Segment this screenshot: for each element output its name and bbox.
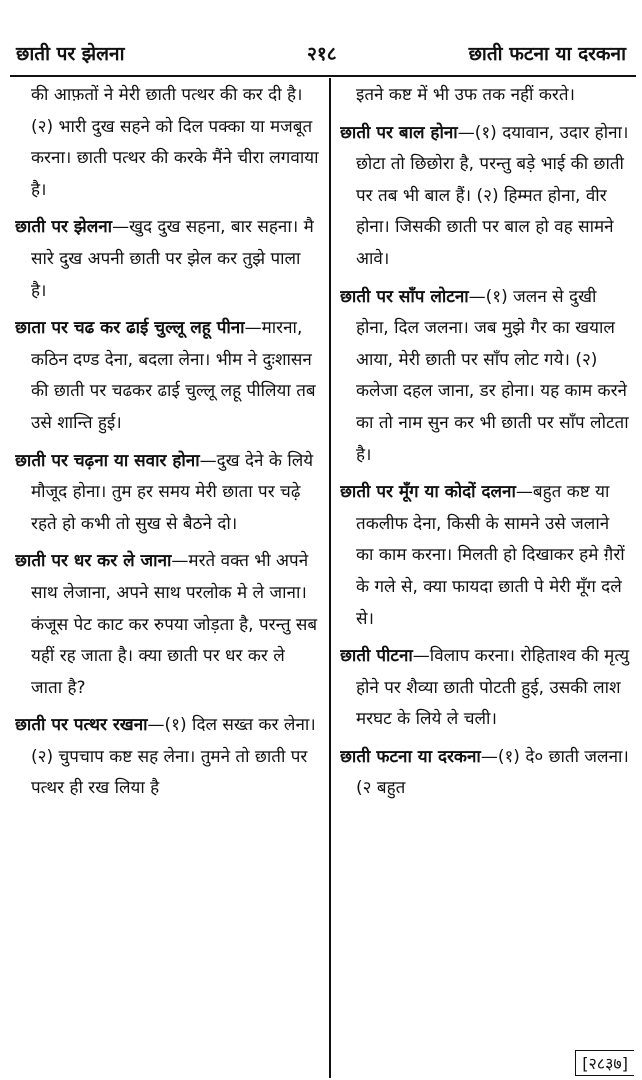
entry-term: छाती पर धर कर ले जाना	[15, 551, 172, 572]
entry-text: —मरते वक्त भी अपने साथ लेजाना, अपने साथ परलोक मे ले जाना। कंजूस पेट काट कर रुपया जोड़ता है, परन्तु सब यहीं रह जाता है। क्या छाती पर धर कर ले जाता है?	[31, 551, 318, 698]
entry-text: —(१) जलन से दुखी होना, दिल जलना। जब मुझे गैर का खयाल आया, मेरी छाती पर साँप लोट गये। (२) कलेजा दहल जाना, डर होना। यह काम करने का तो नाम सुन कर भी छाती पर साँप लोटता है।	[356, 286, 629, 465]
running-head	[10, 38, 632, 70]
entry-text: —बहुत कष्ट या तकलीफ देना, किसी के सामने उसे जलाने का काम करना। मिलती हो दिखाकर हमे ग़ैरों के गले से, क्या फायदा छाती पे मेरी मूँग दले से।	[356, 482, 625, 629]
entry-text: —(१) दे० छाती जलना। (२ बहुत	[356, 746, 629, 799]
page-number-box: [२८३७]	[575, 1050, 634, 1076]
running-head-page-number: २१८	[307, 43, 337, 65]
left-column	[15, 80, 320, 1070]
entry-text: —(१) दयावान, उदार होना। छोटा तो छिछोरा है, परन्तु बड़े भाई की छाती पर तब भी बाल हैं। (२) हिम्मत होना, वीर होना। जिसकी छाती पर बाल हो वह सामने आवे।	[356, 122, 629, 269]
entry-term: छाती पर मूँग या कोदों दलना	[340, 482, 516, 503]
column-divider	[329, 78, 331, 1078]
dictionary-entry	[15, 212, 320, 307]
dictionary-entry	[15, 546, 320, 704]
dictionary-entry	[15, 313, 320, 439]
entry-term: छाती फटना या दरकना	[340, 746, 481, 767]
dictionary-entry	[15, 80, 320, 206]
entry-text: —खुद दुख सहना, बार सहना। मै सारे दुख अपनी छाती पर झेल कर तुझे पाला है।	[31, 217, 314, 301]
entry-text: —दुख देने के लिये मौजूद होना। तुम हर समय मेरी छाता पर चढ़े रहते हो कभी तो सुख से बैठने दो।	[31, 450, 314, 534]
dictionary-entry	[340, 477, 630, 635]
entry-text: —मारना, कठिन दण्ड देना, बदला लेना। भीम ने दुःशासन की छाती पर चढकर ढाई चुल्लू लहू पीलिया तब उसे शान्ति हुई।	[31, 318, 316, 433]
entry-term: छाती पर साँप लोटना	[340, 286, 469, 307]
dictionary-entry	[340, 742, 630, 805]
entry-term: छाती पर झेलना	[15, 217, 113, 238]
entry-text: की आफ़तों ने मेरी छाती पत्थर की कर दी है। (२) भारी दुख सहने को दिल पक्का या मजबूत करना। छाती पत्थर की करके मैंने चीरा लगवाया है।	[31, 85, 319, 200]
entry-text: —विलाप करना। रोहिताश्व की मृत्यु होने पर शैव्या छाती पोटती हुई, उसकी लाश मरघट के लिये ले चली।	[356, 646, 630, 730]
right-column	[340, 80, 630, 1040]
entry-text: —(१) दिल सख्त कर लेना। (२) चुपचाप कष्ट सह लेना। तुमने तो छाती पर पत्थर ही रख लिया है	[31, 715, 316, 799]
dictionary-entry	[15, 446, 320, 541]
dictionary-entry	[340, 641, 630, 736]
dictionary-entry	[340, 118, 630, 276]
dictionary-entry	[340, 80, 630, 112]
entry-term: छाता पर चढ कर ढाई चुल्लू लहू पीना	[15, 318, 245, 339]
dictionary-entry	[340, 282, 630, 472]
dictionary-entry	[15, 710, 320, 805]
running-head-left: छाती पर झेलना	[16, 43, 125, 65]
entry-term: छाती पर चढ़ना या सवार होना	[15, 450, 200, 471]
entry-text: इतने कष्ट में भी उफ तक नहीं करते।	[356, 85, 575, 105]
entry-term: छाती पर बाल होना	[340, 122, 458, 143]
running-head-right: छाती फटना या दरकना	[468, 43, 626, 65]
entry-term: छाती पर पत्थर रखना	[15, 715, 148, 736]
header-rule	[10, 75, 636, 77]
entry-term: छाती पीटना	[340, 646, 413, 667]
